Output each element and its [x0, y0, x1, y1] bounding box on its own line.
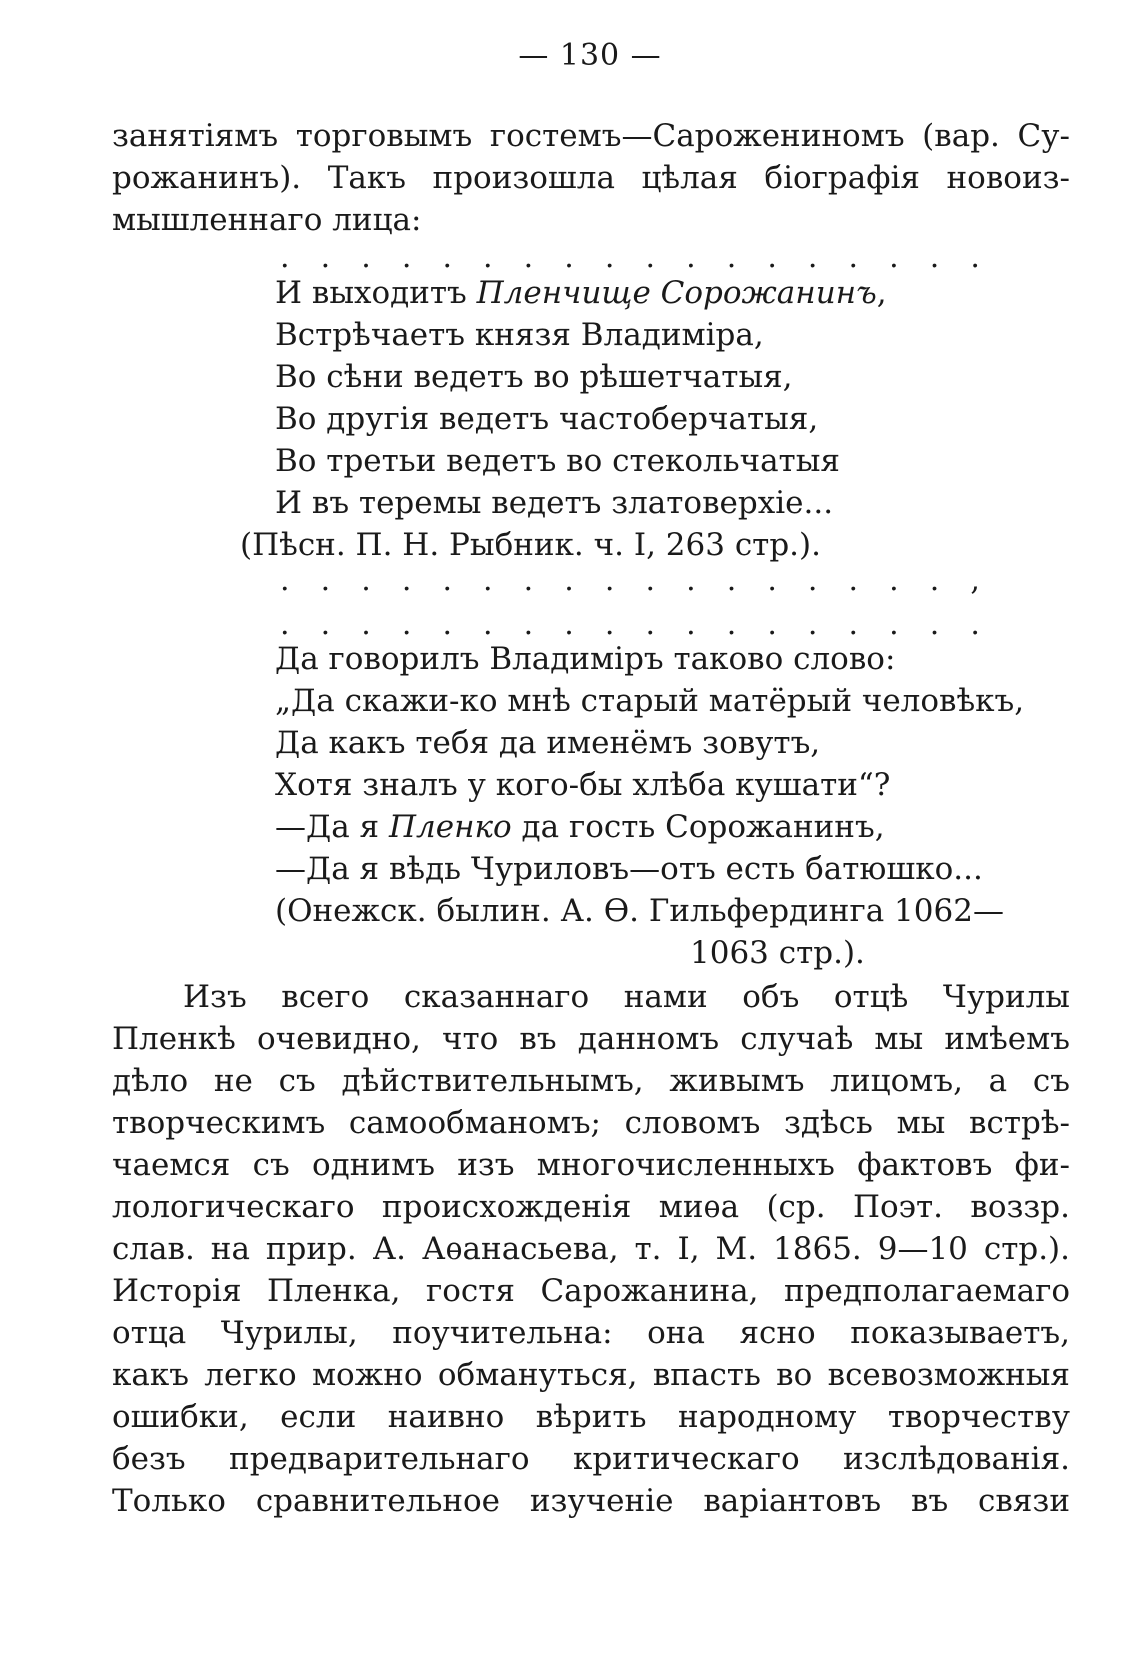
- verse1-line-1-italic: Пленчище Сорожанинъ: [476, 275, 877, 311]
- verse1-line-6: И въ теремы ведетъ златоверхіе...: [275, 485, 834, 521]
- verse1-line-2: Встрѣчаетъ князя Владиміра,: [275, 317, 764, 353]
- verse1-line-1: [275, 272, 887, 314]
- verse2-line-6: —Да я вѣдь Чуриловъ—отъ есть батюшко...: [275, 851, 983, 887]
- paragraph-line-8: Исторія Пленка, гостя Сарожанина, предполагаемаго: [112, 1273, 1070, 1309]
- paragraph-line-11: ошибки, если наивно вѣрить народному творчеству: [112, 1399, 1070, 1435]
- paragraph-line-6: лологическаго происхожденія миѳа (ср. Поэт. воззр.: [112, 1189, 1070, 1225]
- ellipsis-row: . . . . . . . . . . . . . . . . . .: [280, 240, 980, 275]
- ellipsis-row: . . . . . . . . . . . . . . . . . .: [280, 607, 980, 642]
- verse2-source-2: 1063 стр.).: [690, 935, 865, 971]
- paragraph-line-1: Изъ всего сказаннаго нами объ отцѣ Чурилы: [183, 979, 1070, 1015]
- intro-line-3: мышленнаго лица:: [112, 202, 422, 238]
- verse1-line-4: Во другія ведетъ частоберчатыя,: [275, 401, 819, 437]
- verse2-line-3: Да какъ тебя да именёмъ зовутъ,: [275, 725, 821, 761]
- paragraph-line-4: творческимъ самообманомъ; словомъ здѣсь мы встрѣ-: [112, 1105, 1070, 1141]
- verse2-line-2: „Да скажи-ко мнѣ старый матёрый человѣкъ,: [275, 683, 1025, 719]
- intro-line-1: занятіямъ торговымъ гостемъ—Сарожениномъ (вар. Су-: [112, 118, 1070, 154]
- verse2-line-5-italic: Пленко: [388, 809, 512, 845]
- paragraph-line-5: чаемся съ однимъ изъ многочисленныхъ фактовъ фи-: [112, 1147, 1070, 1183]
- paragraph-line-13: Только сравнительное изученіе варіантовъ въ связи: [112, 1483, 1070, 1519]
- paragraph-line-3: дѣло не съ дѣйствительнымъ, живымъ лицомъ, а съ: [112, 1063, 1070, 1099]
- verse1-line-1-end: ,: [876, 275, 887, 311]
- page-number: — 130 —: [518, 38, 662, 73]
- verse1-line-1-start: И выходитъ: [275, 275, 477, 311]
- verse2-line-5-end: да гость Сорожанинъ,: [511, 809, 885, 845]
- verse2-line-5-start: —Да я: [275, 809, 389, 845]
- paragraph-line-2: Пленкѣ очевидно, что въ данномъ случаѣ мы имѣемъ: [112, 1021, 1070, 1057]
- intro-line-2: рожанинъ). Такъ произошла цѣлая біографія новоиз-: [112, 160, 1070, 196]
- verse1-line-3: Во сѣни ведетъ во рѣшетчатыя,: [275, 359, 793, 395]
- verse2-line-1: Да говорилъ Владиміръ таково слово:: [275, 641, 896, 677]
- verse2-line-5: [275, 806, 885, 848]
- verse1-line-5: Во третьи ведетъ во стекольчатыя: [275, 443, 840, 479]
- verse1-source: (Пѣсн. П. Н. Рыбник. ч. I, 263 стр.).: [240, 527, 821, 563]
- paragraph-line-9: отца Чурилы, поучительна: она ясно показываетъ,: [112, 1315, 1070, 1351]
- ellipsis-row-comma: . . . . . . . . . . . . . . . . . ,: [280, 563, 980, 598]
- paragraph-line-10: какъ легко можно обмануться, впасть во всевозможныя: [112, 1357, 1070, 1393]
- paragraph-line-7: слав. на прир. А. Аѳанасьева, т. I, М. 1865. 9—10 стр.).: [112, 1231, 1070, 1267]
- paragraph-line-12: безъ предварительнаго критическаго изслѣдованія.: [112, 1441, 1070, 1477]
- verse2-source-1: (Онежск. былин. А. Ѳ. Гильфердинга 1062—: [275, 893, 1004, 929]
- verse2-line-4: Хотя зналъ у кого-бы хлѣба кушати“?: [275, 767, 891, 803]
